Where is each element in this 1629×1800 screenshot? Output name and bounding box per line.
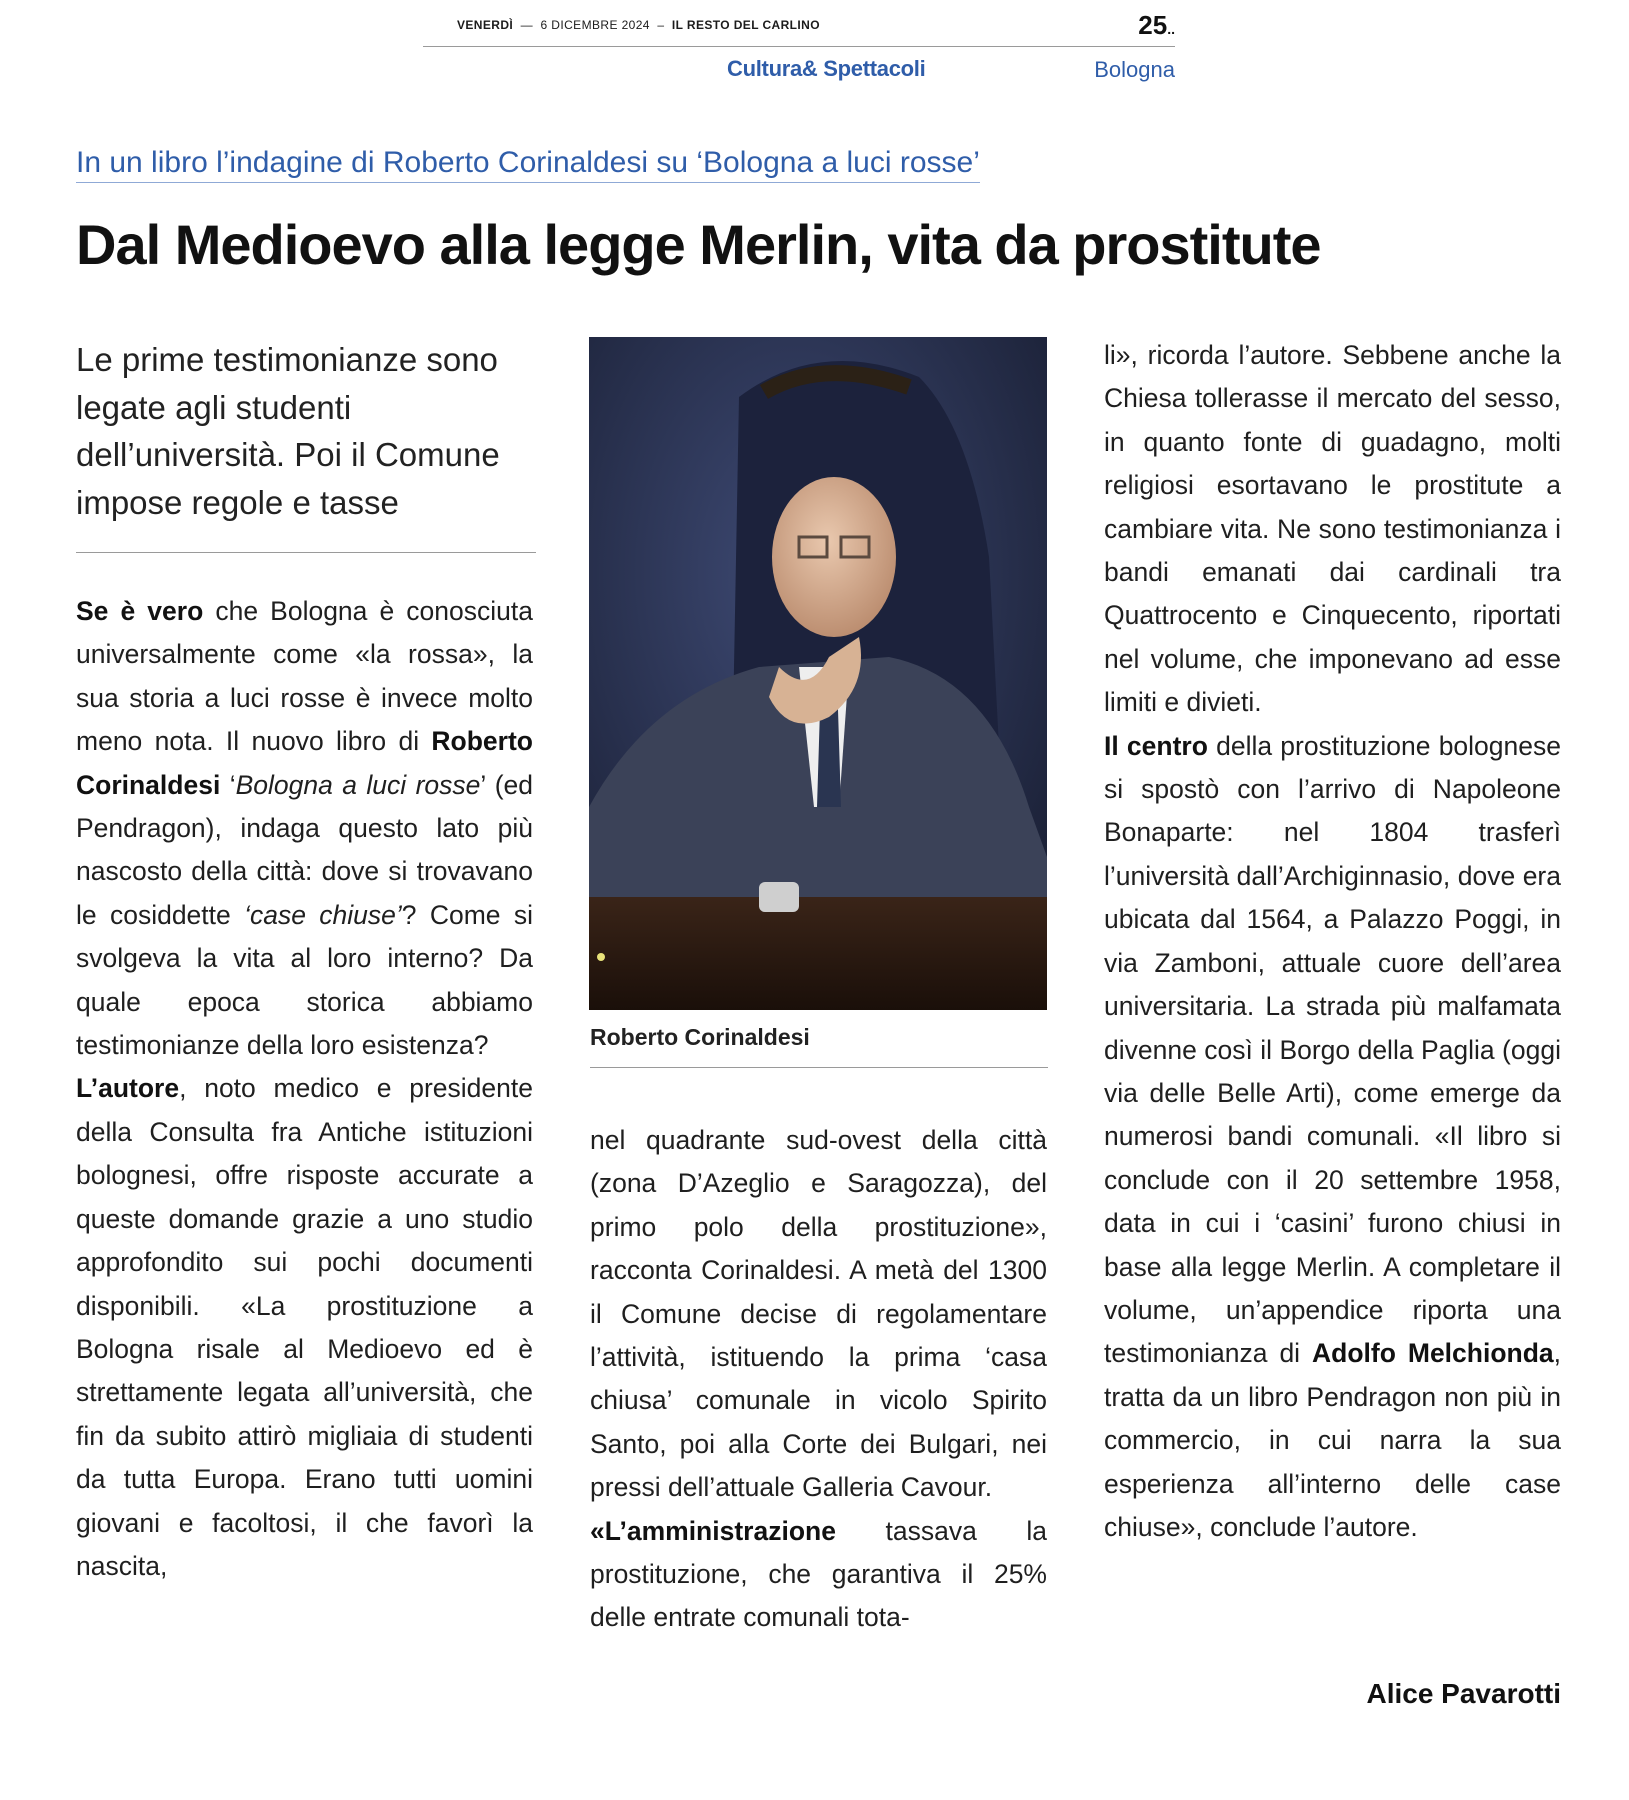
masthead	[423, 10, 1175, 47]
paragraph-text: ‘	[220, 769, 236, 800]
masthead-day: VENERDÌ	[457, 18, 514, 32]
dateline: VENERDÌ — 6 DICEMBRE 2024 – IL RESTO DEL CARLINO	[457, 18, 820, 32]
paragraph-lead: Il centro	[1104, 730, 1208, 761]
paragraph-text: della prostituzione bolognese si spostò con l’arrivo di Napoleone Bonaparte: nel 1804 trasferì l’università dall’Archiginnasio, dove era ubicata dal 1564, a Palazzo Poggi, in via Zamboni, attuale cuore dell’area universitaria. La strada più malfamata divenne così il Borgo della Paglia (oggi via delle Belle Arti), come emerge da numerosi bandi comunali. «Il libro si conclude con il 20 settembre 1958, data in cui i ‘casini’ furono chiusi in base alla legge Merlin. A completare il volume, un’appendice riporta una testimonianza di	[1104, 730, 1562, 1369]
paragraph: li», ricorda l’autore. Sebbene anche la Chiesa tollerasse il mercato del sesso, in quanto fonte di guadagno, molti religiosi esortavano le prostitute a cambiare vita. Ne sono testimonianza i bandi emanati dai cardinali tra Quattrocento e Cinquecento, riportati nel volume, che imponevano ad esse limiti e divieti.	[1104, 340, 1561, 718]
book-title: Bologna a luci rosse	[235, 769, 481, 800]
page-number	[1138, 10, 1175, 41]
paragraph-text: , noto medico e presidente della Consulta fra Antiche istituzioni bolognesi, offre risposte accurate a queste domande grazie a uno studio approfondito sui pochi documenti disponibili. «La prostituzione a Bologna risale al Medioevo ed è strettamente legata all’università, che fin da subito attirò migliaia di studenti da tutta Europa. Erano tutti uomini giovani e facoltosi, il che favorì la nascita,	[76, 1073, 533, 1581]
author-name: Roberto Corinaldesi	[76, 726, 533, 800]
paragraph-text: , tratta da un libro Pendragon non più in commercio, in cui narra la sua esperienza all’interno delle case chiuse», conclude l’autore.	[1104, 1338, 1562, 1542]
masthead-date: 6 DICEMBRE 2024	[540, 18, 650, 32]
paragraph-text: tassava la prostituzione, che garantiva il 25% delle entrate comunali tota-	[590, 1515, 1047, 1633]
paragraph	[76, 1067, 533, 1588]
paragraph-lead: L’autore	[76, 1073, 180, 1104]
term-case-chiuse: ‘case chiuse’	[244, 899, 402, 930]
paragraph-text: ’ (ed Pendragon), indaga questo lato più nascosto della città: dove si trovavano le cosiddette	[76, 769, 533, 930]
author-photo	[589, 337, 1047, 1010]
person-name: Adolfo Melchionda	[1312, 1338, 1554, 1369]
headline: Dal Medioevo alla legge Merlin, vita da prostitute	[76, 213, 1321, 276]
page-number-suffix: ..	[1167, 21, 1175, 37]
paragraph	[590, 1510, 1047, 1640]
article-column-3	[1104, 334, 1561, 1549]
byline: Alice Pavarotti	[1366, 1678, 1561, 1709]
paragraph-text: ? Come si svolgeva la vita al loro interno? Da quale epoca storica abbiamo testimonianze della loro esistenza?	[76, 899, 534, 1061]
paragraph	[1104, 725, 1561, 1550]
summary: Le prime testimonianze sono legate agli studenti dell’università. Poi il Comune impose regole e tasse	[76, 336, 536, 553]
paragraph: nel quadrante sud-ovest della città (zona D’Azeglio e Saragozza), del primo polo della prostituzione», racconta Corinaldesi. A metà del 1300 il Comune decise di regolamentare l’attività, istituendo la prima ‘casa chiusa’ comunale in vicolo Spirito Santo, poi alla Corte dei Bulgari, nei pressi dell’attuale Galleria Cavour.	[590, 1125, 1047, 1503]
section-title: Cultura& Spettacoli	[727, 56, 926, 81]
page-number-value: 25	[1138, 10, 1168, 40]
kicker: In un libro l’indagine di Roberto Corinaldesi su ‘Bologna a luci rosse’	[76, 146, 980, 183]
city-label: Bologna	[1094, 57, 1175, 82]
portrait-illustration	[589, 337, 1047, 1010]
photo-caption: Roberto Corinaldesi	[590, 1024, 1048, 1068]
article-column-2	[590, 1119, 1047, 1640]
paragraph-text: che Bologna è conosciuta universalmente come «la rossa», la sua storia a luci rosse è invece molto meno nota. Il nuovo libro di	[76, 596, 533, 757]
paragraph-lead: Se è vero	[76, 596, 204, 626]
paragraph	[76, 590, 533, 1067]
paragraph-lead: «L’amministrazione	[590, 1515, 836, 1546]
masthead-newspaper: IL RESTO DEL CARLINO	[671, 18, 820, 32]
article-column-1	[76, 590, 533, 1588]
